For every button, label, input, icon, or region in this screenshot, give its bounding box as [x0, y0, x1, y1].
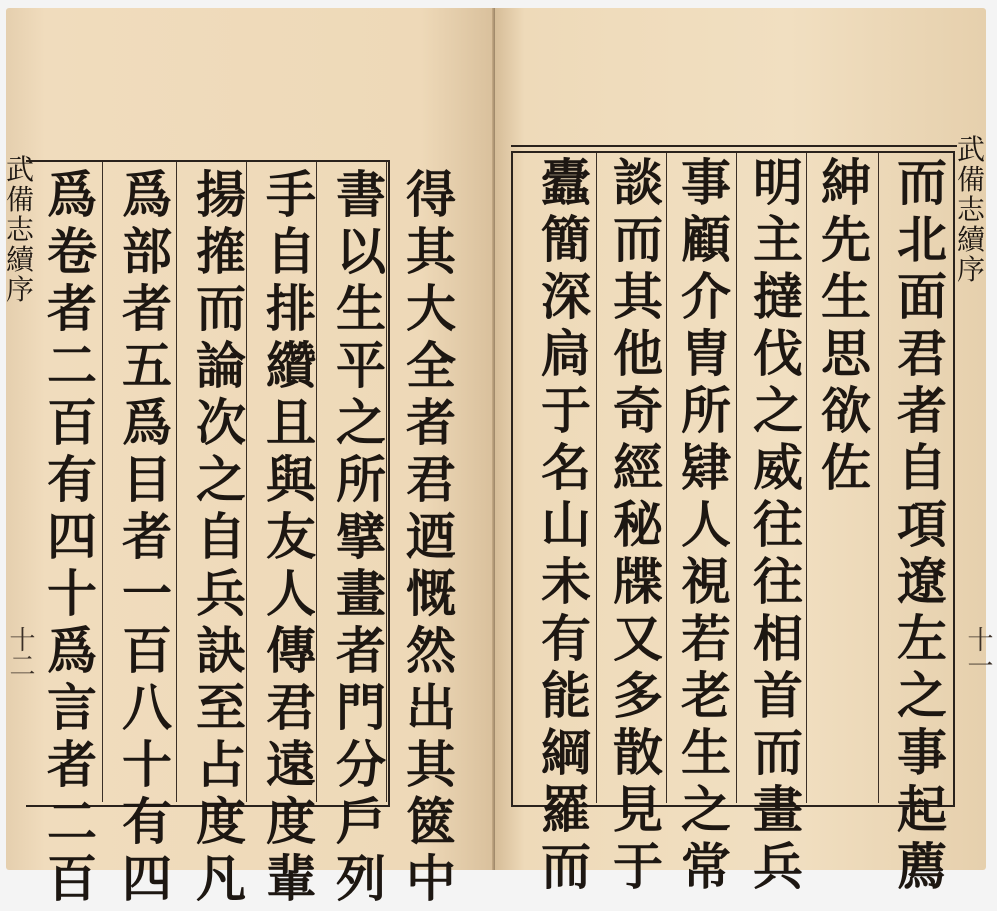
column-rule [666, 153, 667, 803]
text-column: 得 其 大 全 者 君 迺 慨 然 出 其 篋 中 [406, 165, 456, 908]
text-column: 事 顧 介 胄 所 肄 人 視 若 老 生 之 常 [681, 153, 731, 896]
column-rule [102, 162, 103, 802]
text-column: 談 而 其 他 奇 經 秘 牒 又 多 散 見 于 [613, 153, 663, 896]
text-column: 而 北 面 君 者 自 項 遼 左 之 事 起 薦 [897, 153, 947, 896]
column-rule [736, 153, 737, 803]
book-spread [5, 8, 993, 908]
column-rule [806, 153, 807, 803]
text-column: 爲 卷 者 二 百 有 四 十 爲 言 者 二 百 [47, 165, 97, 908]
right-frame-top-rule [511, 145, 957, 147]
left-margin-title: 武 備 志 續 序 [6, 153, 35, 306]
text-column: 紳 先 生 思 欲 佐 [821, 153, 871, 497]
column-rule [386, 162, 387, 802]
text-column: 揚 搉 而 論 次 之 自 兵 訣 至 占 度 凡 [196, 165, 246, 908]
right-margin-title: 武 備 志 續 序 [957, 133, 986, 286]
left-page [5, 8, 494, 908]
column-rule [246, 162, 247, 802]
left-folio: 十二 [5, 626, 35, 678]
text-column: 明 主 撻 伐 之 威 往 往 相 首 而 畫 兵 [753, 153, 803, 896]
right-folio: 十一 [963, 626, 993, 678]
text-column: 手 自 排 纘 且 與 友 人 傳 君 遠 度 輩 [266, 165, 316, 908]
column-rule [878, 153, 879, 803]
text-column: 書 以 生 平 之 所 擘 畫 者 門 分 戶 列 [336, 165, 386, 908]
column-rule [596, 153, 597, 803]
column-rule [176, 162, 177, 802]
column-rule [316, 162, 317, 802]
text-column: 蠹 簡 深 扃 于 名 山 未 有 能 綱 羅 而 [541, 153, 591, 896]
text-column: 爲 部 者 五 爲 目 者 一 百 八 十 有 四 [122, 165, 172, 908]
